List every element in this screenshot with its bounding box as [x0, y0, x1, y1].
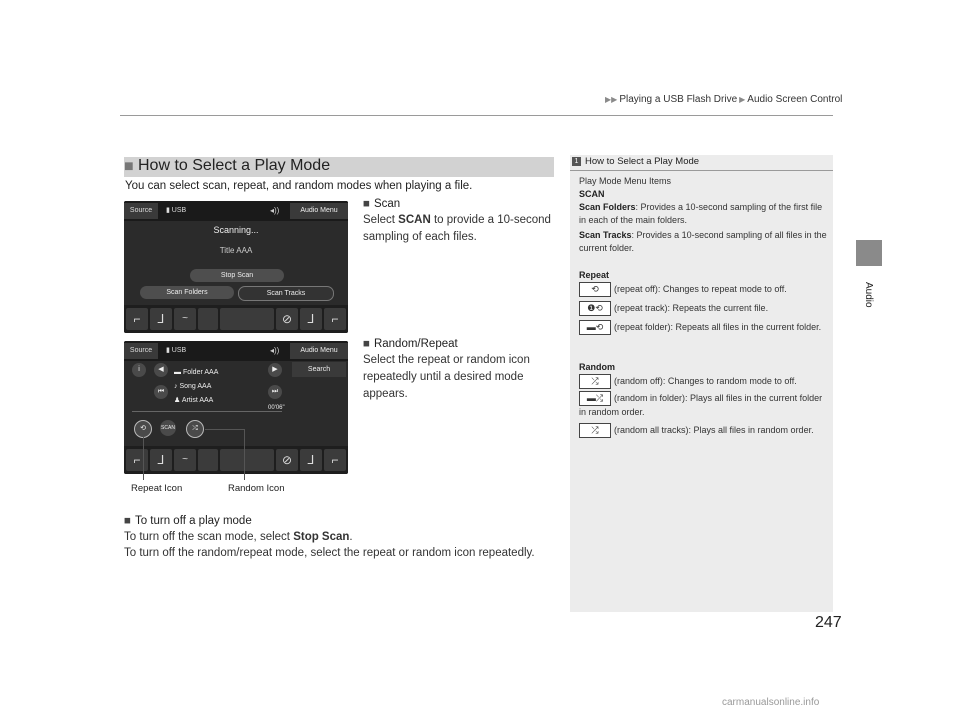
random-icon-caption: Random Icon [228, 483, 285, 494]
note-repeat-track-text: (repeat track): Repeats the current file. [614, 302, 769, 313]
scan-screen [124, 201, 348, 333]
note-repeat-off-text: (repeat off): Changes to repeat mode to off. [614, 283, 787, 294]
square-bullet-icon: ■ [124, 158, 134, 175]
turn-off-line2: To turn off the random/repeat mode, select the repeat or random icon repeatedly. [124, 547, 535, 559]
chapter-tab-label: Audio [863, 282, 874, 308]
scan-body-bold: SCAN [398, 214, 431, 226]
page-number: 247 [815, 614, 842, 631]
note-scan-folders-text: : Provides a 10-second sampling of the first file in each of the main folders. [579, 202, 823, 225]
random-repeat-heading-text: Random/Repeat [373, 338, 458, 350]
turn-off-line1 [124, 531, 353, 543]
repeat-off-icon: ⟲ [579, 282, 611, 297]
repeat-icon[interactable]: ⟲ [134, 420, 152, 438]
note-icon: ♪ [174, 383, 180, 390]
usb-text: USB [171, 347, 187, 354]
note-repeat-off [579, 282, 829, 297]
note-scan-tracks-text: : Provides a 10-second sampling of all files in the current folder. [579, 230, 827, 253]
random-repeat-body: Select the repeat or random icon repeatedly until a desired mode appears. [363, 354, 530, 400]
seat-heat-icon[interactable]: ⌐ [324, 449, 346, 471]
blank-wide-button[interactable] [220, 308, 274, 330]
song-row [174, 383, 211, 390]
note-repeat: Repeat [579, 270, 610, 280]
random-callout-line-h [205, 429, 245, 430]
folder-row [174, 369, 218, 376]
seat-heat-icon[interactable]: ⌐ [126, 449, 148, 471]
scan-folders-button[interactable]: Scan Folders [140, 286, 234, 299]
header-divider [120, 115, 833, 116]
random-repeat-heading [363, 338, 458, 350]
repeat-track-icon: ❶⟲ [579, 301, 611, 316]
turn-off-line1-bold: Stop Scan [293, 531, 350, 543]
note-icon: 1 [572, 157, 581, 166]
square-bullet-icon: ■ [363, 338, 370, 350]
artist-icon: ♟ [174, 397, 182, 404]
note-random-all-text: (random all tracks): Plays all files in random order. [614, 424, 814, 435]
turn-off-line1-pre: To turn off the scan mode, select [124, 531, 294, 543]
skip-back-icon[interactable]: ⏮ [154, 385, 168, 399]
seat-icon[interactable]: ⅃ [150, 308, 172, 330]
note-random-all [579, 423, 829, 438]
usb-icon: ▮ [166, 347, 172, 354]
audio-menu-button[interactable]: Audio Menu [290, 343, 348, 359]
random-all-icon: ⤮ [579, 423, 611, 438]
side-note [570, 155, 833, 612]
note-scan-folders [579, 201, 829, 227]
scan-body [363, 212, 553, 246]
volume-icon: ◂)) [270, 346, 280, 355]
blank-button[interactable] [198, 449, 218, 471]
usb-label [166, 341, 186, 361]
scan-button[interactable]: SCAN [160, 420, 176, 436]
breadcrumb-item-audio-screen: Audio Screen Control [747, 94, 843, 105]
note-repeat-folder [579, 320, 829, 335]
note-scan: SCAN [579, 189, 605, 199]
blank-wide-button[interactable] [220, 449, 274, 471]
chapter-tab [856, 272, 882, 352]
scan-body-pre: Select [363, 214, 399, 226]
section-header [124, 157, 554, 177]
seat-icon[interactable]: ⅃ [300, 449, 322, 471]
artist-text: Artist AAA [181, 397, 214, 404]
note-repeat-track [579, 301, 829, 316]
source-button[interactable]: Source [124, 343, 158, 359]
usb-label [166, 201, 186, 221]
progress-bar [132, 411, 282, 412]
repeat-icon-caption: Repeat Icon [131, 483, 183, 494]
blank-button[interactable] [198, 308, 218, 330]
bottom-bar [124, 446, 348, 474]
seat-heat-icon[interactable]: ⌐ [126, 308, 148, 330]
usb-text: USB [171, 207, 187, 214]
steering-heat-icon[interactable]: ⊘ [276, 449, 298, 471]
search-button[interactable]: Search [292, 362, 346, 377]
repeat-folder-icon: ▬⟲ [579, 320, 611, 335]
scanning-text: Scanning... [213, 225, 259, 235]
turn-off-heading-text: To turn off a play mode [134, 515, 252, 527]
turn-off-line1-post: . [349, 531, 353, 543]
chapter-tab-block [856, 240, 882, 266]
time-text: 00'06" [268, 405, 285, 411]
folder-text: Folder AAA [182, 369, 219, 376]
note-random: Random [579, 362, 615, 372]
mode-icon[interactable]: ~ [174, 449, 196, 471]
note-scan-tracks-label: Scan Tracks [579, 230, 632, 240]
top-bar [124, 341, 348, 361]
note-random-off-text: (random off): Changes to random mode to off. [614, 375, 797, 386]
title-text: Title AAA [219, 246, 253, 255]
turn-off-heading [124, 515, 252, 527]
repeat-callout-line [143, 437, 144, 480]
arrow-icon: ▶▶ [605, 95, 618, 104]
usb-icon: ▮ [166, 207, 172, 214]
random-icon[interactable]: ⤮ [186, 420, 204, 438]
section-title: How to Select a Play Mode [138, 157, 331, 174]
seat-heat-icon[interactable]: ⌐ [324, 308, 346, 330]
scan-heading [363, 198, 400, 210]
note-repeat-folder-text: (repeat folder): Repeats all files in the current folder. [614, 321, 822, 332]
scan-body-post: to provide a 10-second sampling of each files. [363, 214, 551, 243]
arrow-icon: ▶ [739, 95, 746, 104]
watermark: carmanualsonline.info [722, 697, 820, 708]
audio-menu-button[interactable]: Audio Menu [290, 203, 348, 219]
info-icon[interactable]: i [132, 363, 146, 377]
note-random-folder-text: (random in folder): Plays all files in the current folder in random order. [579, 392, 823, 417]
previous-folder-icon[interactable]: ◀ [154, 363, 168, 377]
artist-row [174, 396, 213, 404]
scan-heading-text: Scan [373, 198, 401, 210]
stop-scan-button[interactable]: Stop Scan [190, 269, 284, 282]
seat-icon[interactable]: ⅃ [150, 449, 172, 471]
skip-forward-icon[interactable]: ⏭ [268, 385, 282, 399]
scan-tracks-button[interactable]: Scan Tracks [238, 286, 334, 301]
breadcrumb-item-usb: Playing a USB Flash Drive [619, 94, 738, 105]
square-bullet-icon: ■ [124, 515, 131, 527]
note-random-folder [579, 391, 829, 419]
square-bullet-icon: ■ [363, 198, 370, 210]
playback-screen [124, 341, 348, 474]
note-title: How to Select a Play Mode [585, 156, 700, 167]
random-folder-icon: ▬⤮ [579, 391, 611, 406]
song-text: Song AAA [179, 383, 212, 390]
next-folder-icon[interactable]: ▶ [268, 363, 282, 377]
note-header [570, 156, 833, 171]
steering-heat-icon[interactable]: ⊘ [276, 308, 298, 330]
random-callout-line-v [244, 429, 245, 480]
bottom-bar [124, 305, 348, 333]
volume-icon: ◂)) [270, 206, 280, 215]
intro-text: You can select scan, repeat, and random modes when playing a file. [125, 180, 473, 192]
breadcrumb [603, 94, 842, 105]
mode-icon[interactable]: ~ [174, 308, 196, 330]
top-bar [124, 201, 348, 221]
random-off-icon: ⤮ [579, 374, 611, 389]
source-button[interactable]: Source [124, 203, 158, 219]
note-random-off [579, 374, 829, 389]
note-menu-items: Play Mode Menu Items [579, 176, 672, 186]
note-scan-tracks [579, 229, 829, 255]
seat-icon[interactable]: ⅃ [300, 308, 322, 330]
note-scan-folders-label: Scan Folders [579, 202, 636, 212]
folder-icon: ▬ [174, 369, 183, 376]
